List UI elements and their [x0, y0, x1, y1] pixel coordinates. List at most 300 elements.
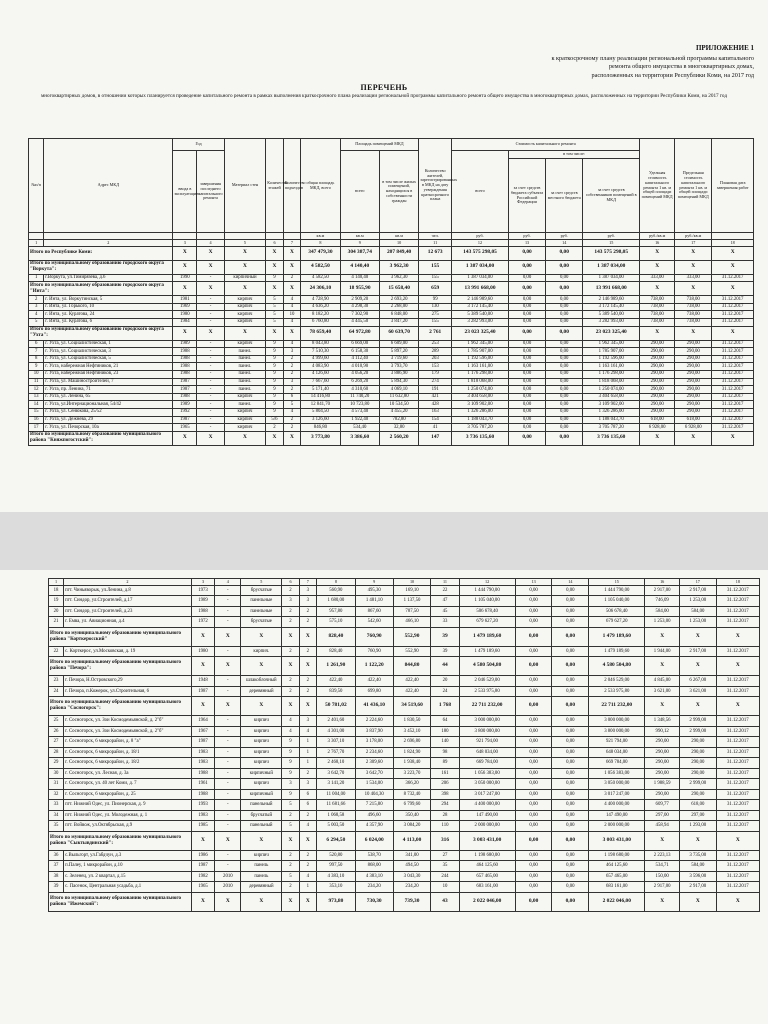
- table-cell: кирпич: [224, 296, 266, 304]
- table-cell: 3 223,70: [393, 768, 431, 779]
- table-cell: 3 452,10: [393, 726, 431, 737]
- table-cell: 0,00: [552, 596, 589, 607]
- table-cell: 3 282 993,00: [452, 318, 509, 326]
- table-cell: 957,80: [316, 606, 355, 617]
- table-cell: панел.: [224, 363, 266, 371]
- unit-m2: кв.м: [301, 233, 340, 240]
- table-cell: 0,00: [515, 596, 552, 607]
- table-cell: панельные: [241, 596, 282, 607]
- column-index-cell: 5: [224, 240, 266, 247]
- table-cell: 3 050 000,00: [589, 779, 645, 790]
- table-cell: 921 794,00: [459, 737, 515, 748]
- table-cell: 428: [419, 401, 452, 409]
- table-row: [49, 810, 760, 821]
- table-cell: 584,00: [645, 606, 680, 617]
- table-cell: 0,00: [515, 627, 552, 646]
- table-cell: кирпич: [241, 726, 282, 737]
- table-cell: 31.12.2017: [716, 585, 759, 596]
- address-cell: Итого по муниципальному образованию муниципального района "Сосногорск":: [49, 697, 192, 716]
- table-cell: 2 560,20: [379, 431, 418, 445]
- column-index-cell: 5: [241, 579, 282, 586]
- table-cell: -: [197, 355, 224, 363]
- column-index-cell: 6: [282, 579, 299, 586]
- table-cell: -: [215, 686, 241, 697]
- table-cell: X: [224, 246, 266, 260]
- table-cell: 2 000 000,00: [589, 821, 645, 832]
- table-cell: 2 022 046,00: [459, 892, 515, 911]
- table-cell: 3 800 000,00: [589, 726, 645, 737]
- table-cell: 421: [419, 393, 452, 401]
- address-cell: г. Сосногорск, 6 микрорайон, д. 18/2: [64, 758, 192, 769]
- table-cell: 0,00: [515, 871, 552, 882]
- table-cell: 0,00: [508, 378, 545, 386]
- table-cell: 0,00: [552, 716, 589, 727]
- appendix-line-1: к краткосрочному плану реализации региональной программы капитального: [551, 55, 754, 63]
- column-index-cell: 8: [316, 579, 355, 586]
- table-cell: 1 188 043,70: [583, 416, 640, 424]
- table-cell: 9: [282, 758, 299, 769]
- table-cell: 2: [283, 363, 300, 371]
- table-cell: 3: [283, 348, 300, 356]
- address-cell: Итого по муниципальному образованию муниципального района "Ижемский":: [49, 892, 192, 911]
- table-cell: 828,40: [316, 627, 355, 646]
- table-cell: -: [215, 617, 241, 628]
- table-cell: 4: [283, 318, 300, 326]
- table-cell: 3: [299, 716, 316, 727]
- table-cell: 9: [266, 363, 283, 371]
- table-cell: 316: [431, 831, 459, 850]
- table-cell: 560,90: [316, 585, 355, 596]
- table-cell: 2: [283, 416, 300, 424]
- table-cell: 3 000 000,00: [589, 716, 645, 727]
- table-cell: X: [299, 892, 316, 911]
- table-cell: 347 479,30: [301, 246, 340, 260]
- address-cell: г. Инта, ул. Воркутинская, 5: [44, 296, 173, 304]
- table-cell: 1964: [191, 716, 215, 727]
- table-cell: 3 886,90: [379, 370, 418, 378]
- column-index-cell: 18: [716, 579, 759, 586]
- table-cell: 0,00: [515, 810, 552, 821]
- table-cell: 4 573,40: [340, 408, 379, 416]
- table-row: [49, 646, 760, 657]
- table-cell: 6 269,20: [340, 378, 379, 386]
- table-cell: 31.12.2017: [712, 378, 754, 386]
- table-cell: 234,20: [393, 882, 431, 893]
- table-cell: 10: [29, 370, 44, 378]
- table-cell: кирпич: [224, 416, 266, 424]
- table-cell: 618,00: [675, 416, 712, 424]
- table-cell: 0,00: [546, 282, 583, 296]
- table-cell: 39: [431, 646, 459, 657]
- address-cell: г. Сосногорск, ул. 40 лет Коми, д. 7: [64, 779, 192, 790]
- table-cell: 0,00: [515, 882, 552, 893]
- table-cell: панел.: [224, 355, 266, 363]
- table-cell: 78 659,40: [301, 326, 340, 340]
- table-cell: кирпич: [241, 747, 282, 758]
- table-cell: кирпич: [224, 424, 266, 432]
- table-cell: 1 163 161,00: [452, 363, 509, 371]
- table-cell: 0,00: [546, 408, 583, 416]
- column-index-cell: 18: [712, 240, 754, 247]
- table-cell: -: [215, 800, 241, 811]
- table-cell: 2: [283, 424, 300, 432]
- table-cell: -: [197, 370, 224, 378]
- column-index-cell: 4: [215, 579, 241, 586]
- table-cell: 0,00: [552, 646, 589, 657]
- table-cell: 290,00: [679, 789, 716, 800]
- table-cell: 2 909,20: [340, 296, 379, 304]
- unit-rub: руб.: [583, 233, 640, 240]
- table-cell: 15 658,40: [379, 282, 418, 296]
- header-material: Материал стен: [224, 139, 266, 233]
- table-cell: 0,00: [546, 416, 583, 424]
- table-cell: 739,30: [393, 892, 431, 911]
- table-cell: 36: [49, 850, 64, 861]
- table-cell: 2 268,00: [379, 303, 418, 311]
- table-cell: 2010: [215, 882, 241, 893]
- table-cell: 5: [29, 318, 44, 326]
- table-cell: 1982: [191, 871, 215, 882]
- table-cell: 6 928,00: [640, 424, 675, 432]
- table-cell: 0,00: [546, 340, 583, 348]
- table-cell: 1 188 043,70: [452, 416, 509, 424]
- column-index-row: [49, 579, 760, 586]
- table-row: [29, 416, 754, 424]
- table-cell: 0,00: [546, 326, 583, 340]
- table-cell: 1990: [173, 274, 197, 282]
- table-cell: 64 972,80: [340, 326, 379, 340]
- table-cell: 33: [431, 617, 459, 628]
- table-cell: 3 307,10: [316, 737, 355, 748]
- table-row: [49, 716, 760, 727]
- table-cell: 584,00: [679, 861, 716, 872]
- table-cell: 31.12.2017: [716, 726, 759, 737]
- column-index-cell: 13: [515, 579, 552, 586]
- table-cell: 2: [282, 617, 299, 628]
- table-cell: -: [197, 340, 224, 348]
- table-cell: 1 988,59: [645, 779, 680, 790]
- table-cell: X: [282, 831, 299, 850]
- table-cell: -: [215, 716, 241, 727]
- table-cell: 333,00: [640, 274, 675, 282]
- unit-rub: руб.: [452, 233, 509, 240]
- table-cell: 1 137,50: [393, 596, 431, 607]
- table-cell: 1983: [191, 810, 215, 821]
- table-cell: 2: [282, 686, 299, 697]
- table-cell: 1988: [173, 393, 197, 401]
- table-cell: 31.12.2017: [716, 617, 759, 628]
- table-cell: 4 636,20: [301, 303, 340, 311]
- table-cell: 2 917,00: [679, 585, 716, 596]
- table-cell: 618,00: [679, 800, 716, 811]
- appendix-header: [464, 44, 754, 80]
- table-cell: 538,70: [355, 850, 393, 861]
- table-cell: X: [283, 282, 300, 296]
- table-cell: 4: [283, 303, 300, 311]
- table-cell: 11 740,20: [340, 393, 379, 401]
- table-cell: X: [191, 657, 215, 676]
- table-cell: 2: [282, 606, 299, 617]
- table-cell: X: [224, 326, 266, 340]
- table-row: [29, 408, 754, 416]
- address-cell: г. Ухта, ул. Социалистическая, 3: [44, 348, 173, 356]
- table-cell: 31.12.2017: [716, 686, 759, 697]
- table-cell: 1 944,00: [645, 646, 680, 657]
- table-cell: 4 999,60: [301, 355, 340, 363]
- table-cell: 2 761: [419, 326, 452, 340]
- column-index-row: [29, 240, 754, 247]
- table-cell: 0,00: [508, 311, 545, 319]
- table-cell: X: [215, 831, 241, 850]
- table-cell: панельный: [241, 800, 282, 811]
- table-cell: 466,10: [393, 617, 431, 628]
- table-cell: 464 125,60: [589, 861, 645, 872]
- table-cell: X: [712, 326, 754, 340]
- table-cell: -: [197, 303, 224, 311]
- column-index-cell: 11: [419, 240, 452, 247]
- table-cell: 2: [299, 686, 316, 697]
- table-cell: 6 267,00: [679, 676, 716, 687]
- table-cell: X: [299, 831, 316, 850]
- header-floors: Количество этажей: [266, 139, 283, 233]
- table-cell: 32,80: [379, 424, 418, 432]
- table-cell: 10: [431, 882, 459, 893]
- table-cell: 738,00: [640, 296, 675, 304]
- table-cell: 350,40: [393, 810, 431, 821]
- table-cell: 31.12.2017: [716, 800, 759, 811]
- table-cell: 31.12.2017: [716, 821, 759, 832]
- table-cell: 1 830,50: [393, 716, 431, 727]
- table-cell: 2: [299, 861, 316, 872]
- table-cell: 31.12.2017: [716, 758, 759, 769]
- table-cell: 1 387 034,00: [583, 260, 640, 274]
- header-cost-owners: за счет средств собственников помещений в МКД: [583, 159, 640, 233]
- table-cell: 3 773,80: [301, 431, 340, 445]
- table-cell: 17: [29, 424, 44, 432]
- table-cell: 31.12.2017: [712, 424, 754, 432]
- table-cell: 203: [419, 355, 452, 363]
- table-cell: 1 198 680,00: [589, 850, 645, 861]
- table-cell: X: [645, 892, 680, 911]
- table-cell: 140: [431, 737, 459, 748]
- table-cell: 1987: [191, 686, 215, 697]
- table-row: [49, 871, 760, 882]
- table-cell: X: [197, 246, 224, 260]
- column-index-cell: 10: [393, 579, 431, 586]
- table-cell: 1 444 790,00: [459, 585, 515, 596]
- column-index-cell: 12: [452, 240, 509, 247]
- table-cell: 8: [29, 355, 44, 363]
- table-cell: 0,00: [515, 585, 552, 596]
- address-cell: г. Сосногорск, 6 микрорайон, д. 18/1: [64, 747, 192, 758]
- column-index-cell: 8: [301, 240, 340, 247]
- table-cell: 9: [282, 789, 299, 800]
- table-cell: 34: [49, 810, 64, 821]
- table-cell: 41: [419, 424, 452, 432]
- table-cell: 1965: [191, 882, 215, 893]
- column-index-cell: 1: [49, 579, 64, 586]
- table-cell: 7 510,30: [301, 348, 340, 356]
- table-cell: деревянный: [241, 686, 282, 697]
- table-cell: 2: [282, 810, 299, 821]
- table-cell: 43: [431, 892, 459, 911]
- table-cell: 4 069,10: [379, 386, 418, 394]
- table-cell: 0,00: [552, 747, 589, 758]
- table-cell: X: [266, 246, 283, 260]
- table-cell: 7 215,80: [355, 800, 393, 811]
- table-cell: 290,00: [675, 408, 712, 416]
- table-cell: 234,20: [355, 882, 393, 893]
- table-cell: 290,00: [645, 789, 680, 800]
- buildings-table-page-2: [48, 578, 760, 912]
- table-cell: -: [197, 311, 224, 319]
- table-cell: 0,00: [508, 260, 545, 274]
- table-cell: 0,00: [515, 646, 552, 657]
- table-cell: 0,00: [546, 401, 583, 409]
- table-cell: 4 582,50: [301, 260, 340, 274]
- table-cell: 534,40: [340, 424, 379, 432]
- table-cell: 4: [299, 726, 316, 737]
- table-cell: 47: [431, 596, 459, 607]
- table-cell: X: [241, 657, 282, 676]
- table-cell: 24: [431, 686, 459, 697]
- table-cell: X: [173, 282, 197, 296]
- table-row: [49, 821, 760, 832]
- table-cell: X: [266, 260, 283, 274]
- table-cell: 679 627,20: [459, 617, 515, 628]
- table-cell: X: [640, 260, 675, 274]
- column-index-cell: 11: [431, 579, 459, 586]
- table-cell: 0,00: [515, 821, 552, 832]
- table-cell: 2: [299, 810, 316, 821]
- table-cell: 1 198 680,00: [459, 850, 515, 861]
- table-cell: -: [197, 424, 224, 432]
- table-cell: X: [283, 326, 300, 340]
- table-cell: 506 678,40: [459, 606, 515, 617]
- table-cell: 422,40: [316, 676, 355, 687]
- table-cell: X: [675, 431, 712, 445]
- table-cell: -: [197, 274, 224, 282]
- table-cell: X: [215, 657, 241, 676]
- table-cell: 290,00: [640, 386, 675, 394]
- table-cell: X: [679, 657, 716, 676]
- table-cell: 5 894,30: [379, 378, 418, 386]
- table-cell: 27: [49, 737, 64, 748]
- header-cost-total: всего: [452, 151, 509, 233]
- table-cell: 520,80: [316, 850, 355, 861]
- table-cell: 154: [419, 416, 452, 424]
- table-cell: 290,00: [675, 340, 712, 348]
- table-cell: X: [282, 657, 299, 676]
- table-cell: 973,80: [316, 892, 355, 911]
- table-cell: 290,00: [640, 340, 675, 348]
- table-cell: 0,00: [546, 246, 583, 260]
- table-cell: 31.12.2017: [716, 810, 759, 821]
- address-cell: Итого по муниципальному образованию городского округа "Ухта":: [29, 326, 173, 340]
- table-cell: 2 468,10: [316, 758, 355, 769]
- table-cell: 21: [49, 617, 64, 628]
- table-cell: 542,60: [355, 617, 393, 628]
- table-body-page-1: [29, 240, 754, 446]
- table-cell: 44: [431, 657, 459, 676]
- table-cell: 31.12.2017: [716, 789, 759, 800]
- table-cell: 23 023 325,40: [452, 326, 509, 340]
- table-cell: панельные: [241, 606, 282, 617]
- table-cell: 2: [266, 424, 283, 432]
- table-cell: -: [197, 348, 224, 356]
- header-max-cost: Предельная стоимость капитального ремонта 1 кв. м общей площади помещений МКД: [675, 139, 712, 233]
- table-cell: панел.: [224, 370, 266, 378]
- table-cell: 9: [266, 355, 283, 363]
- table-cell: 18 955,90: [340, 282, 379, 296]
- table-cell: 921 794,00: [589, 737, 645, 748]
- table-cell: 422,40: [355, 676, 393, 687]
- table-cell: кирпич.: [241, 646, 282, 657]
- table-cell: 3 178,00: [355, 737, 393, 748]
- table-cell: 2: [283, 274, 300, 282]
- table-cell: X: [266, 282, 283, 296]
- table-cell: 0,00: [552, 821, 589, 832]
- table-cell: 0,00: [515, 747, 552, 758]
- table-row: [49, 779, 760, 790]
- table-cell: 3 847,20: [379, 318, 418, 326]
- table-cell: 4: [283, 296, 300, 304]
- table-cell: 867,60: [355, 606, 393, 617]
- table-cell: -: [215, 596, 241, 607]
- table-cell: 18: [49, 585, 64, 596]
- table-cell: -: [215, 821, 241, 832]
- table-cell: 31.12.2017: [712, 340, 754, 348]
- table-cell: 0,00: [515, 657, 552, 676]
- table-cell: 2 999,00: [679, 716, 716, 727]
- table-row: [49, 882, 760, 893]
- column-index-cell: 6: [266, 240, 283, 247]
- table-cell: X: [197, 326, 224, 340]
- table-cell: 99: [419, 296, 452, 304]
- table-cell: 5: [282, 800, 299, 811]
- subtotal-row: [49, 657, 760, 676]
- header-cost-fed: за счет средств бюджета субъекта Российской Федерации: [508, 159, 545, 233]
- table-cell: панел.: [224, 378, 266, 386]
- table-cell: 4 582,50: [301, 274, 340, 282]
- table-cell: 4 400 000,00: [589, 800, 645, 811]
- table-cell: 534,71: [645, 861, 680, 872]
- table-cell: 1 922,40: [340, 416, 379, 424]
- header-plan-date: Плановая дата завершения работ: [712, 139, 754, 233]
- table-cell: 2 234,60: [355, 747, 393, 758]
- table-cell: 3 126,60: [301, 416, 340, 424]
- table-cell: 31.12.2017: [716, 871, 759, 882]
- table-cell: X: [712, 260, 754, 274]
- table-cell: 1 163 161,00: [583, 363, 640, 371]
- table-cell: 1 348,56: [645, 716, 680, 727]
- column-index-cell: 17: [675, 240, 712, 247]
- table-cell: 0,00: [552, 779, 589, 790]
- table-cell: 3 000 000,00: [459, 716, 515, 727]
- table-row: [29, 296, 754, 304]
- column-index-cell: 2: [64, 579, 192, 586]
- table-cell: 464 125,60: [459, 861, 515, 872]
- table-cell: 4 580 504,80: [589, 657, 645, 676]
- table-cell: 1965: [173, 424, 197, 432]
- table-cell: X: [191, 831, 215, 850]
- header-entrances: Количество подъездов: [283, 139, 300, 233]
- table-cell: 2: [299, 606, 316, 617]
- table-cell: 1 768: [431, 697, 459, 716]
- address-cell: Итого по муниципальному образованию муниципального района "Сыктывдинский":: [49, 831, 192, 850]
- table-cell: 0,00: [552, 697, 589, 716]
- table-cell: 0,00: [515, 686, 552, 697]
